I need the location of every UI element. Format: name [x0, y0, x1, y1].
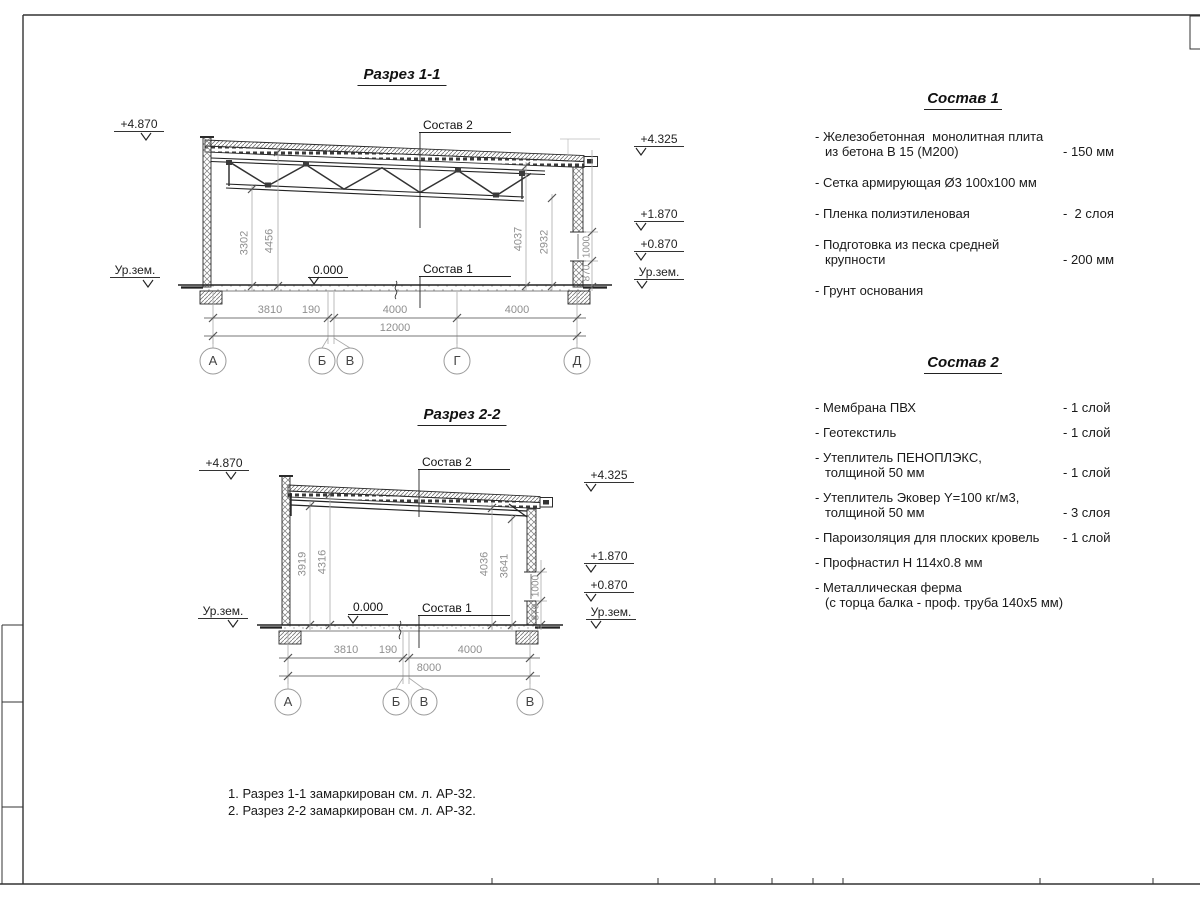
item-value: - 1 слой [1063, 465, 1111, 480]
axis-g-s1: Г [453, 353, 461, 368]
elevation-right-mid-s2: +1.870 [584, 550, 634, 564]
axis-v1-s2: В [419, 694, 429, 709]
notes-block [228, 785, 476, 819]
ext-lines-2 [288, 632, 530, 689]
vdim-2932: 2932 [538, 229, 551, 255]
vdim-1000-s2: 1000 [530, 574, 542, 598]
list-item: - Железобетонная монолитная плита из бетона В 15 (М200) - 150 мм [815, 129, 1115, 159]
axis-a-s2: А [283, 694, 293, 709]
section-2-2-drawing [226, 470, 601, 715]
elevation-left-top-s2: +4.870 [199, 457, 249, 471]
hdim-total-s1: 12000 [379, 322, 411, 334]
vdim-3302: 3302 [238, 230, 251, 256]
hdim-4000-s2: 4000 [457, 644, 483, 656]
hdim-4000b-s1: 4000 [504, 304, 530, 316]
composition-2-title: Состав 2 [812, 354, 1114, 371]
section-1-1-drawing [141, 133, 647, 374]
composition-1-title: Состав 1 [812, 90, 1114, 107]
vdim-1000-s1: 1000 [581, 235, 593, 259]
composition-1-list [812, 90, 1114, 314]
vdim-870-s1: 870 [581, 264, 593, 282]
dim-ticks-2 [284, 490, 545, 680]
zero-level-s1: 0.000 [308, 264, 348, 278]
ground-level-right-s2: Ур.зем. [586, 606, 636, 620]
section-1-1-title: Разрез 1-1 [357, 66, 446, 86]
elevation-right-top-s1: +4.325 [634, 133, 684, 147]
axis-a-s1: А [208, 353, 218, 368]
sostav-2-label-s1: Состав 2 [419, 119, 511, 133]
elevation-right-mid-s1: +1.870 [634, 208, 684, 222]
item-value: - 2 слоя [1063, 206, 1114, 221]
hdim-total-s2: 8000 [416, 662, 442, 674]
elevation-left-top-s1: +4.870 [114, 118, 164, 132]
list-item: - Пленка полиэтиленовая - 2 слоя [815, 206, 1114, 221]
vdim-3641: 3641 [498, 553, 511, 579]
vdim-870-s2: 870 [530, 603, 542, 621]
axis-b-s2: Б [391, 694, 401, 709]
note-line: 1. Разрез 1-1 замаркирован см. л. АР-32. [228, 786, 476, 801]
section-2-2-title: Разрез 2-2 [417, 406, 506, 426]
item-value: - 200 мм [1063, 252, 1115, 267]
ground-level-left-s2: Ур.зем. [198, 605, 248, 619]
ground-level-right-s1: Ур.зем. [634, 266, 684, 280]
item-value: - 1 слой [1063, 530, 1111, 545]
sostav-1-label-s1: Состав 1 [419, 263, 511, 277]
note-line: 2. Разрез 2-2 замаркирован см. л. АР-32. [228, 803, 476, 818]
list-item: - Металлическая ферма (с торца балка - проф. труба 140x5 мм) [815, 580, 1064, 610]
hdim-3810-s2: 3810 [333, 644, 359, 656]
list-item: - Геотекстиль - 1 слой [815, 425, 1111, 440]
sostav-2-label-s2: Состав 2 [418, 456, 510, 470]
list-item: - Пароизоляция для плоских кровель - 1 слой [815, 530, 1111, 545]
ext-lines [213, 292, 577, 348]
vdim-3919: 3919 [296, 551, 309, 577]
item-value: - 1 слой [1063, 425, 1111, 440]
elevation-right-low-s1: +0.870 [634, 238, 684, 252]
elevation-right-top-s2: +4.325 [584, 469, 634, 483]
hdim-3810-s1: 3810 [257, 304, 283, 316]
axis-b-s1: Б [317, 353, 327, 368]
vdim-4036: 4036 [478, 551, 491, 577]
list-item: - Грунт основания [815, 283, 924, 298]
axis-d-s1: Д [572, 353, 582, 368]
elevation-right-low-s2: +0.870 [584, 579, 634, 593]
item-value: - 150 мм [1063, 144, 1115, 159]
hdim-4000a-s1: 4000 [382, 304, 408, 316]
truss-gussets [226, 160, 525, 198]
list-item: - Профнастил Н 114x0.8 мм [815, 555, 983, 570]
axis-bubbles [200, 348, 590, 374]
list-item: - Подготовка из песка средней крупности - 200 мм [815, 237, 1115, 267]
list-item: - Утеплитель Эковер Y=100 кг/м3, толщиной 50 мм - 3 слоя [815, 490, 1111, 520]
composition-2-list [812, 354, 1114, 620]
ground-level-left-s1: Ур.зем. [110, 264, 160, 278]
axis-v-s1: В [345, 353, 355, 368]
list-item: - Мембрана ПВХ - 1 слой [815, 400, 1111, 415]
list-item: - Сетка армирующая Ø3 100x100 мм [815, 175, 1037, 190]
sostav-1-label-s2: Состав 1 [418, 602, 510, 616]
item-value: - 1 слой [1063, 400, 1111, 415]
hdim-190-s1: 190 [301, 304, 321, 316]
hdim-190-s2: 190 [378, 644, 398, 656]
axis-v2-s2: В [525, 694, 535, 709]
list-item: - Утеплитель ПЕНОПЛЭКС, толщиной 50 мм - 1 слой [815, 450, 1111, 480]
vdim-4456: 4456 [263, 228, 276, 254]
item-value: - 3 слоя [1063, 505, 1111, 520]
zero-level-s2: 0.000 [348, 601, 388, 615]
vdim-4316: 4316 [316, 549, 329, 575]
vdim-4037: 4037 [512, 226, 525, 252]
